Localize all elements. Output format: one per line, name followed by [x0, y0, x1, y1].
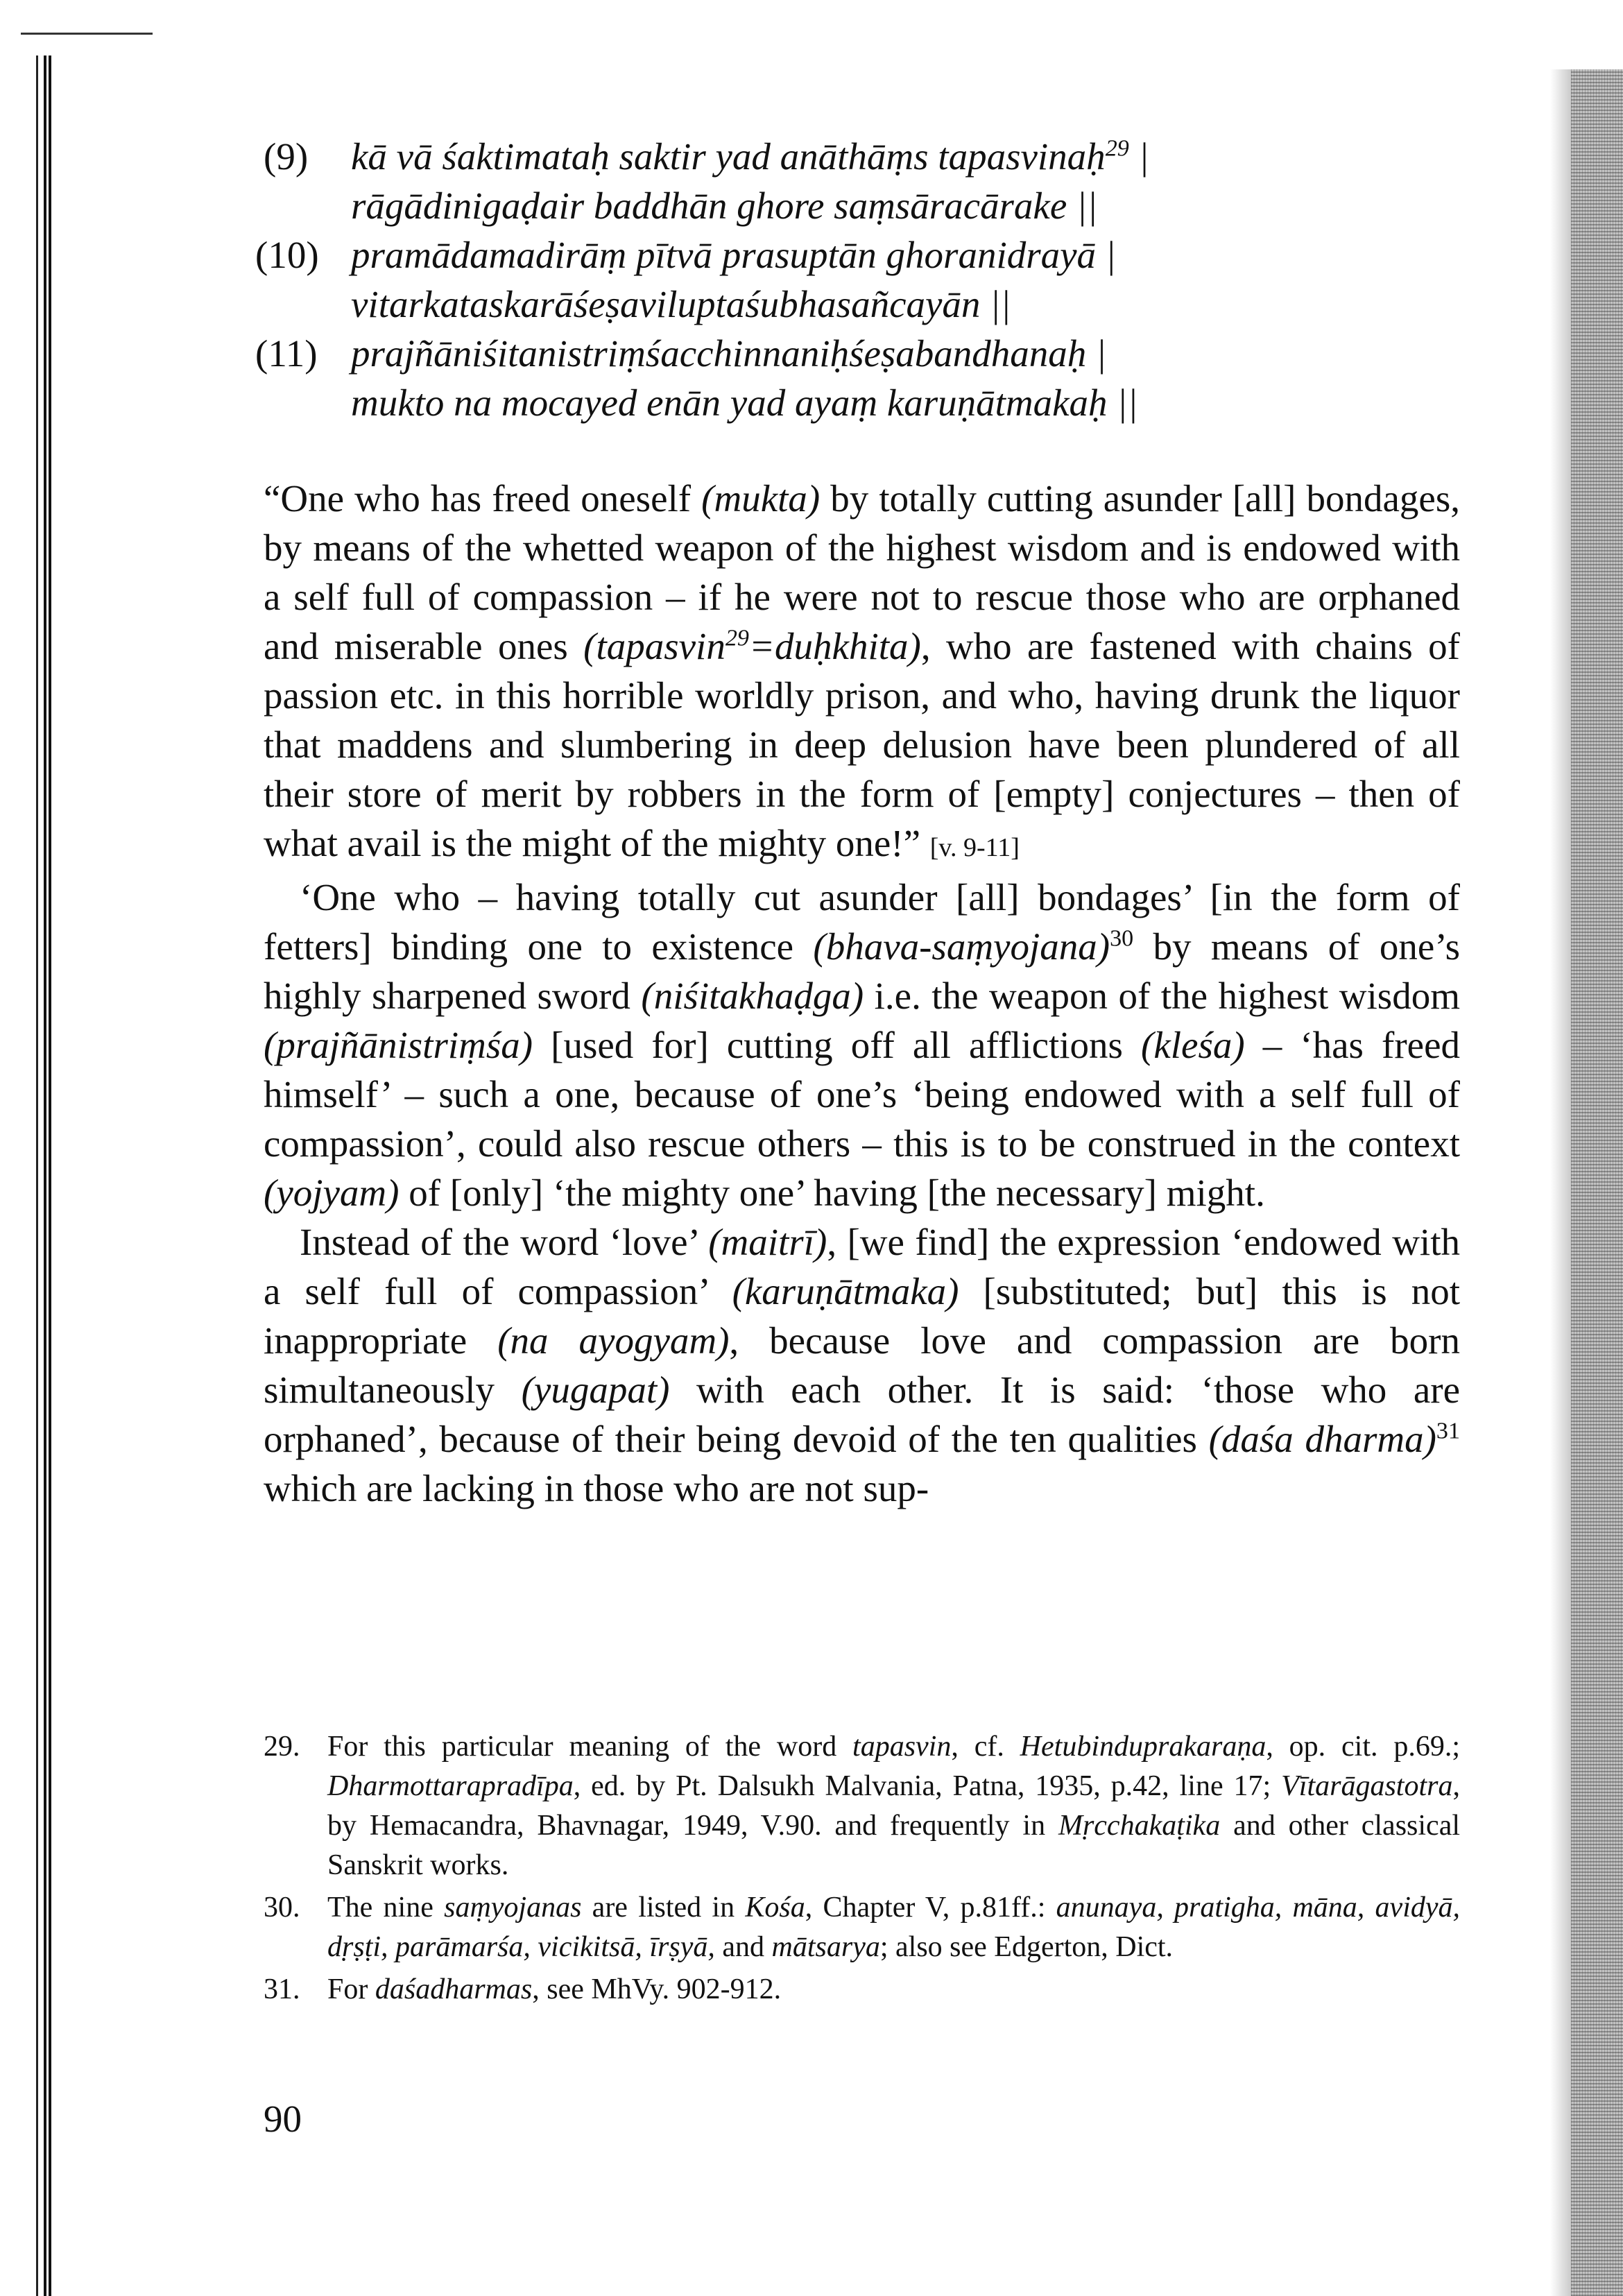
verse-text: vitarkataskarāśeṣaviluptaśubhasañcayān || [351, 283, 1011, 325]
sanskrit-term: (prajñānistriṃśa) [264, 1024, 533, 1066]
footnote-number: 31. [264, 1973, 300, 2005]
sanskrit-term: (yugapat) [521, 1369, 670, 1411]
footnote-31: 31. For daśadharmas, see MhVy. 902-912. [264, 1970, 1460, 2010]
verse-text: kā vā śaktimataḥ saktir yad anāthāṃs tapasvinaḥ [351, 135, 1106, 178]
footnote-30: 30. The nine saṃyojanas are listed in Kośa, Chapter V, p.81ff.: anunaya, pratigha, māna, avidyā, dṛṣṭi, parāmarśa, vicikitsā, īrṣyā, and mātsarya; also see Edgerton, Dict. [264, 1888, 1460, 1967]
verse-danda: | [1128, 135, 1149, 178]
sanskrit-term: (na ayogyam) [497, 1319, 730, 1362]
verse-block [255, 132, 1304, 427]
footnote-number: 29. [264, 1731, 300, 1763]
verse-11-line-2 [264, 378, 1304, 427]
scan-edge-noise [1571, 69, 1623, 2296]
scan-top-rule [21, 33, 153, 35]
footnote-ref-29[interactable]: 29 [725, 625, 749, 651]
sanskrit-term: (daśa dharma) [1208, 1418, 1436, 1460]
verse-11-line-1 [255, 329, 1304, 378]
verse-10-line-1 [255, 230, 1304, 280]
sanskrit-term: (mukta) [701, 477, 821, 520]
paragraph-translation: “One who has freed oneself (mukta) by totally cutting asunder [all] bondages, by means of the whetted weapon of the highest wisdom and is endowed with a self full of compassion – if he were not to rescue those who are orphaned and miserable ones (tapasvin$^{29}$=duḥkhita), who are fastened with chains of passion etc. in this horrible worldly prison, and who, having drunk the liquor that maddens and slumbering in deep delusion have been plundered of all their store of merit by robbers in the form of [empty] conjectures – then of what avail is the might of the mighty one!” [v. 9-11] [264, 477, 1460, 864]
sanskrit-term: (maitrī) [708, 1221, 827, 1263]
verse-text: mukto na mocayed enān yad ayaṃ karuṇātmakaḥ || [351, 382, 1138, 424]
footnote-29: 29. For this particular meaning of the word tapasvin, cf. Hetubinduprakaraṇa, op. cit. p.69.; Dharmottarapradīpa, ed. by Pt. Dalsukh Malvania, Patna, 1935, p.42, line 17; Vītarāgastotra, by Hemacandra, Bhavnagar, 1949, V.90. and frequently in Mṛcchakaṭika and other classical Sanskrit works. [264, 1727, 1460, 1885]
paragraph-commentary-1: ‘One who – having totally cut asunder [all] bondages’ [in the form of fetters] binding one to existence (bhava-saṃyojana)$^{30}$ by means of one’s highly sharpened sword (niśitakhaḍga) i.e. the weapon of the highest wisdom (prajñānistriṃśa) [used for] cutting off all afflictions (kleśa) – ‘has freed himself’ – such a one, because of one’s ‘being endowed with a self full of compassion’, could also rescue others – this is to be construed in the context (yojyam) of [only] ‘the mighty one’ having [the necessary] might. [264, 876, 1460, 1214]
verse-10-line-2 [264, 280, 1304, 329]
binding-shadow-line [49, 55, 51, 2296]
verse-9-line-2 [264, 181, 1304, 230]
sanskrit-term: (karuṇātmaka) [732, 1270, 959, 1312]
binding-shadow-line [44, 55, 46, 2296]
footnote-ref-29[interactable]: 29 [1105, 135, 1129, 162]
sanskrit-term: (kleśa) [1141, 1024, 1245, 1066]
verse-text: pramādamadirāṃ pītvā prasuptān ghoranidrayā | [351, 234, 1116, 276]
sanskrit-term: (yojyam) [264, 1172, 400, 1214]
page-number: 90 [264, 2098, 302, 2140]
verse-number: (10) [255, 234, 319, 276]
verse-text: rāgādinigaḍair baddhān ghore saṃsāracārake || [351, 185, 1098, 227]
sanskrit-term: (niśitakhaḍga) [641, 975, 864, 1017]
verse-9-line-1 [264, 132, 1304, 181]
verse-reference: [v. 9-11] [929, 833, 1020, 862]
body-text [264, 474, 1460, 1513]
footnotes [264, 1727, 1460, 2012]
footnote-number: 30. [264, 1892, 300, 1924]
footnote-ref-31[interactable]: 31 [1436, 1418, 1460, 1444]
sanskrit-term: (bhava-saṃyojana) [813, 925, 1110, 968]
verse-number: (11) [255, 332, 318, 375]
binding-shadow-line [36, 55, 38, 2296]
footnote-ref-30[interactable]: 30 [1110, 925, 1134, 952]
paragraph-commentary-2: Instead of the word ‘love’ (maitrī), [we find] the expression ‘endowed with a self full of compassion’ (karuṇātmaka) [substituted; but] this is not inappropriate (na ayogyam), because love and compassion are born simultaneously (yugapat) with each other. It is said: ‘those who are orphaned’, because of their being devoid of the ten qualities (daśa dharma)$^{31}$ which are lacking in those who are not sup- [264, 1221, 1460, 1509]
verse-text: prajñāniśitanistriṃśacchinnaniḥśeṣabandhanaḥ | [351, 332, 1107, 375]
sanskrit-term: (tapasvin$^{29}$=duḥkhita) [583, 625, 921, 667]
verse-number: (9) [264, 135, 309, 178]
scan-edge-fade [1550, 69, 1571, 2296]
